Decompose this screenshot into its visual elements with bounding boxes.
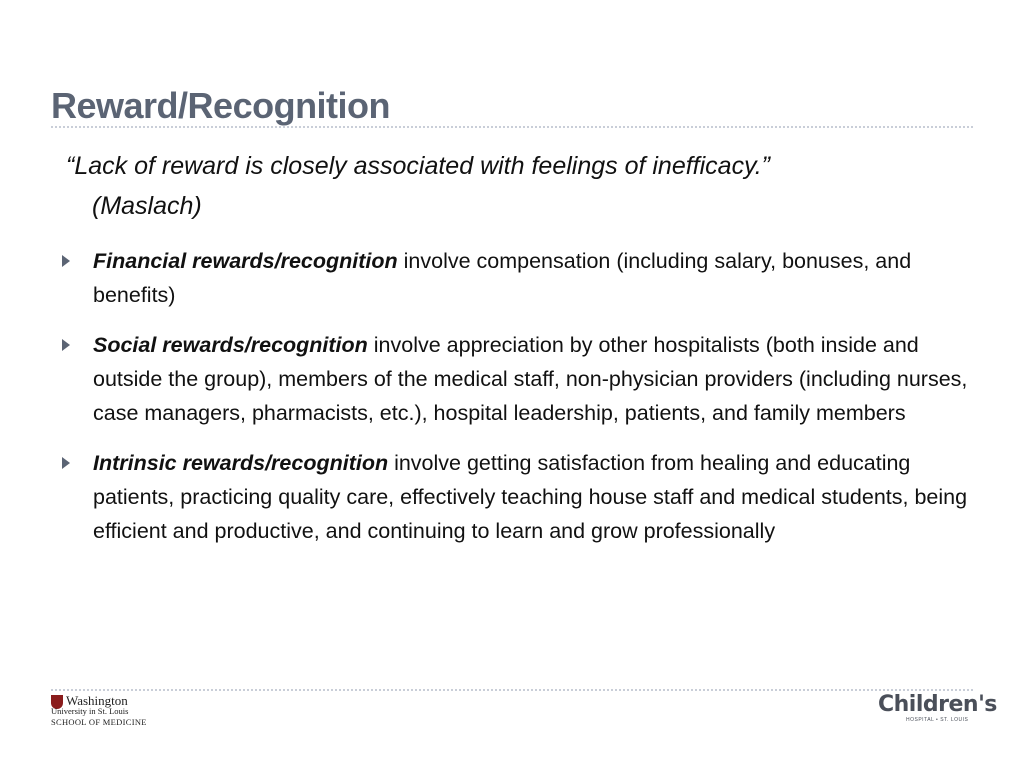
- quote-line-1: “Lack of reward is closely associated with feelings of inefficacy.”: [66, 152, 771, 180]
- childrens-logo-subtext: HOSPITAL • ST. LOUIS: [906, 717, 969, 723]
- quote: [66, 146, 966, 226]
- bullet-item-financial: [58, 244, 968, 312]
- childrens-logo-wordmark: Children's: [878, 692, 997, 717]
- childrens-hospital-logo: [878, 690, 997, 730]
- bullet-text: involve getting satisfaction from healing and educating patients, practicing quality care, effectively teaching house staff and medical students, being efficient and productive, and continuing to learn and grow professionally: [93, 451, 968, 543]
- bullet-item-intrinsic: [58, 446, 968, 548]
- wu-logo-line-1: Washington: [66, 693, 128, 708]
- footer-divider: [51, 689, 973, 691]
- bullet-lead: Social rewards/recognition: [93, 333, 368, 357]
- triangle-right-icon: [62, 339, 70, 351]
- bullet-list: [58, 244, 968, 564]
- washington-university-logo: [51, 693, 147, 729]
- bullet-item-social: [58, 328, 968, 430]
- wu-logo-line-3: SCHOOL OF MEDICINE: [51, 717, 147, 727]
- wu-logo-line-2: University in St. Louis: [51, 706, 129, 716]
- bullet-text: involve appreciation by other hospitalists (both inside and outside the group), members of the medical staff, non-physician providers (including nurses, case managers, pharmacists, etc.), hospital leadership, patients, and family members: [93, 333, 968, 425]
- bullet-lead: Intrinsic rewards/recognition: [93, 451, 389, 475]
- bullet-text: involve compensation (including salary, bonuses, and benefits): [93, 249, 912, 307]
- triangle-right-icon: [62, 457, 70, 469]
- quote-line-2: (Maslach): [92, 192, 202, 220]
- title-divider: [51, 126, 973, 128]
- slide-title: Reward/Recognition: [51, 85, 391, 126]
- bullet-lead: Financial rewards/recognition: [93, 249, 398, 273]
- triangle-right-icon: [62, 255, 70, 267]
